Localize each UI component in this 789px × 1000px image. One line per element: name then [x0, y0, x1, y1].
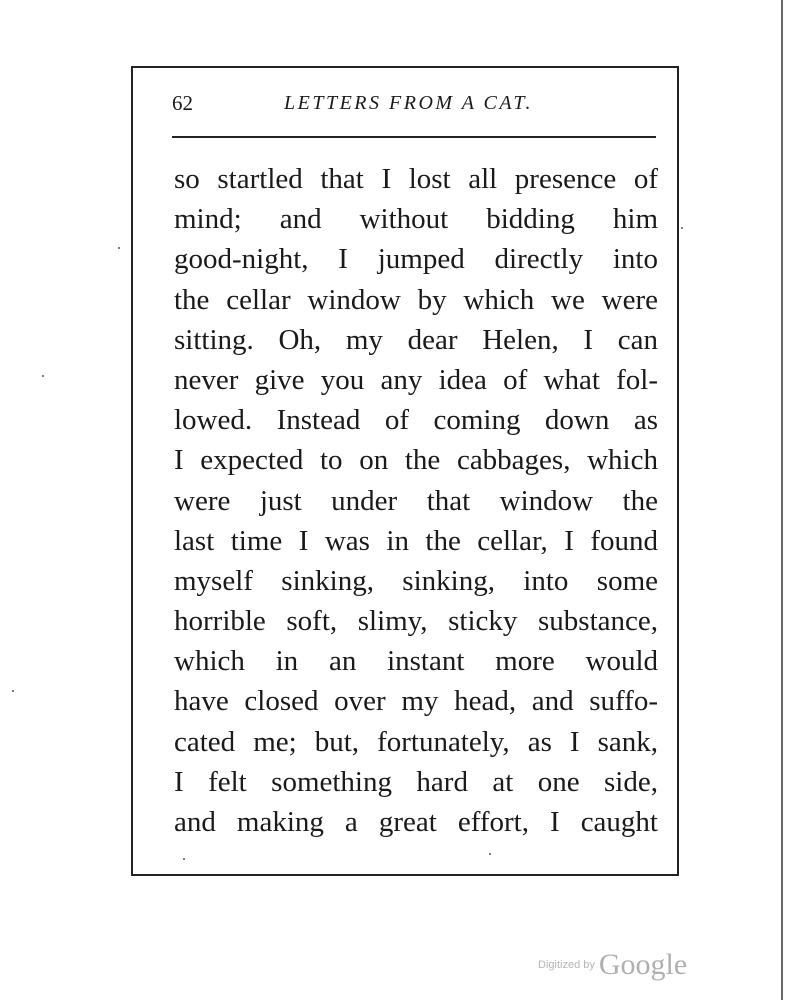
running-header	[172, 88, 656, 118]
text-line: and making a great effort, I caught	[174, 806, 658, 838]
scan-speck	[42, 375, 44, 377]
text-line: cated me; but, fortunately, as I sank,	[174, 725, 658, 758]
text-line: horrible soft, slimy, sticky substance,	[174, 605, 658, 638]
text-line: I expected to on the cabbages, which	[174, 444, 658, 477]
text-line: were just under that window the	[174, 484, 658, 517]
text-line: sitting. Oh, my dear Helen, I can	[174, 323, 658, 356]
text-line: which in an instant more would	[174, 645, 658, 678]
text-line: the cellar window by which we were	[174, 283, 658, 316]
running-title: LETTERS FROM A CAT.	[284, 92, 534, 114]
text-line: have closed over my head, and suffo-	[174, 685, 658, 718]
scan-edge-line	[781, 0, 783, 1000]
scan-speck	[489, 853, 491, 855]
scan-speck	[681, 227, 683, 229]
text-line: lowed. Instead of coming down as	[174, 404, 658, 437]
google-logo: Google	[598, 948, 688, 981]
text-line: mind; and without bidding him	[174, 203, 658, 236]
text-line: good-night, I jumped directly into	[174, 243, 658, 276]
body-text	[174, 159, 658, 842]
watermark-prefix: Digitized by	[538, 959, 595, 971]
scan-speck	[183, 858, 185, 860]
digitized-watermark	[538, 948, 687, 982]
text-line: I felt something hard at one side,	[174, 765, 658, 798]
scan-speck	[12, 690, 14, 692]
text-line: so startled that I lost all presence of	[174, 163, 658, 195]
header-rule	[172, 136, 656, 138]
text-line: myself sinking, sinking, into some	[174, 564, 658, 597]
text-line: never give you any idea of what fol-	[174, 363, 658, 396]
page-number: 62	[172, 91, 193, 115]
text-line: last time I was in the cellar, I found	[174, 524, 658, 557]
scan-speck	[118, 247, 120, 249]
